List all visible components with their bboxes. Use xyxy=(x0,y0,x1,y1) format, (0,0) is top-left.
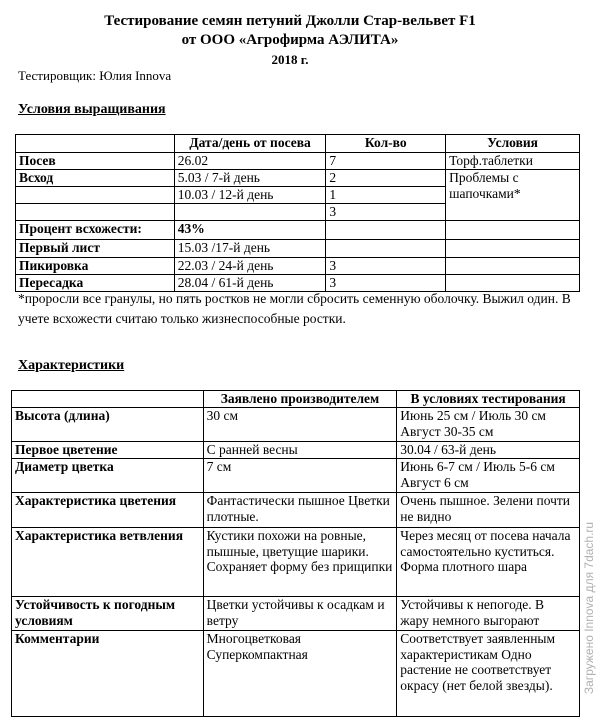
cell-qty: 3 xyxy=(326,258,446,275)
cell-empty xyxy=(446,258,580,275)
row-label: Пикировка xyxy=(16,258,175,275)
title-year: 2018 г. xyxy=(271,52,309,67)
cell-empty xyxy=(446,240,580,258)
table-row xyxy=(12,408,580,442)
row-label: Пересадка xyxy=(16,275,175,292)
table-row xyxy=(16,153,580,170)
row-label: Первое цветение xyxy=(12,442,204,459)
cell-date: 26.02 xyxy=(174,153,326,170)
watermark xyxy=(581,500,597,715)
characteristics-table xyxy=(11,390,580,717)
row-label: Посев xyxy=(16,153,175,170)
row-label: Комментарии xyxy=(12,631,204,717)
row-label: Процент всхожести: xyxy=(16,221,175,240)
cell-empty xyxy=(446,221,580,240)
cell-qty: 3 xyxy=(326,204,446,221)
header-empty xyxy=(16,135,175,153)
table-row xyxy=(16,170,580,187)
section-characteristics-title: Характеристики xyxy=(18,358,125,373)
cell-percent: 43% xyxy=(174,221,326,240)
cell-declared: Кустики похожи на ровные, пышные, цветущие шарики. Сохраняет форму без прищипки xyxy=(203,528,397,597)
cell-qty: 3 xyxy=(326,275,446,292)
cell-tested: Очень пышное. Зелени почти не видно xyxy=(397,493,580,528)
cell-date: 10.03 / 12-й день xyxy=(174,187,326,204)
table-row xyxy=(16,221,580,240)
cell-tested: Июнь 6-7 см / Июль 5-6 см Август 6 см xyxy=(397,459,580,493)
header-conditions: Условия xyxy=(446,135,580,153)
table-header-row xyxy=(12,391,580,408)
table-header-row xyxy=(16,135,580,153)
row-label: Устойчивость к погодным условиям xyxy=(12,597,204,631)
growing-table xyxy=(15,134,580,292)
row-label: Характеристика ветвления xyxy=(12,528,204,597)
cell-declared: 7 см xyxy=(203,459,397,493)
tester-line: Тестировщик: Юлия Innova xyxy=(18,68,172,83)
row-label: Всход xyxy=(16,170,175,187)
title-line-2: от ООО «Агрофирма АЭЛИТА» xyxy=(181,32,399,48)
cell-empty xyxy=(326,221,446,240)
header-declared: Заявлено производителем xyxy=(203,391,397,408)
header-date: Дата/день от посева xyxy=(174,135,326,153)
table-row xyxy=(12,459,580,493)
cell-date: 28.04 / 61-й день xyxy=(174,275,326,292)
watermark-text: Загружено Innova для 7dach.ru xyxy=(582,521,596,694)
cell-date: 22.03 / 24-й день xyxy=(174,258,326,275)
cell-empty xyxy=(16,187,175,204)
cell-declared: Фантастически пышное Цветки плотные. xyxy=(203,493,397,528)
cell-qty: 7 xyxy=(326,153,446,170)
cell-tested: Устойчивы к непогоде. В жару немного выгорают xyxy=(397,597,580,631)
cell-tested: Через месяц от посева начала самостоятельно куститься. Форма плотного шара xyxy=(397,528,580,597)
table-row xyxy=(12,631,580,717)
table-row xyxy=(16,240,580,258)
cell-declared: 30 см xyxy=(203,408,397,442)
header-tested: В условиях тестирования xyxy=(397,391,580,408)
footnote: *проросли все гранулы, но пять ростков не могли сбросить семенную оболочку. Выжил один. В учете всхожести считаю только жизнеспособные ростки. xyxy=(18,291,571,326)
table-row xyxy=(12,528,580,597)
row-label: Первый лист xyxy=(16,240,175,258)
cell-conditions: Проблемы с шапочками* xyxy=(446,170,580,221)
cell-empty xyxy=(16,204,175,221)
cell-tested: 30.04 / 63-й день xyxy=(397,442,580,459)
cell-tested: Июнь 25 см / Июль 30 см Август 30-35 см xyxy=(397,408,580,442)
cell-date: 15.03 /17-й день xyxy=(174,240,326,258)
table-row xyxy=(12,597,580,631)
header-empty xyxy=(12,391,204,408)
section-growing-title: Условия выращивания xyxy=(18,102,166,117)
cell-conditions: Торф.таблетки xyxy=(446,153,580,170)
row-label: Высота (длина) xyxy=(12,408,204,442)
cell-qty: 1 xyxy=(326,187,446,204)
cell-declared: С ранней весны xyxy=(203,442,397,459)
cell-date: 5.03 / 7-й день xyxy=(174,170,326,187)
cell-empty xyxy=(174,204,326,221)
row-label: Диаметр цветка xyxy=(12,459,204,493)
title-line-1: Тестирование семян петуний Джолли Стар-вельвет F1 xyxy=(104,13,476,29)
header-qty: Кол-во xyxy=(326,135,446,153)
cell-empty xyxy=(326,240,446,258)
table-row xyxy=(12,442,580,459)
cell-tested: Соответствует заявленным характеристикам Одно растение не соответствует окрасу (нет белой звезды). xyxy=(397,631,580,717)
table-row xyxy=(12,493,580,528)
cell-declared: Многоцветковая Суперкомпактная xyxy=(203,631,397,717)
cell-qty: 2 xyxy=(326,170,446,187)
cell-declared: Цветки устойчивы к осадкам и ветру xyxy=(203,597,397,631)
table-row xyxy=(16,258,580,275)
row-label: Характеристика цветения xyxy=(12,493,204,528)
